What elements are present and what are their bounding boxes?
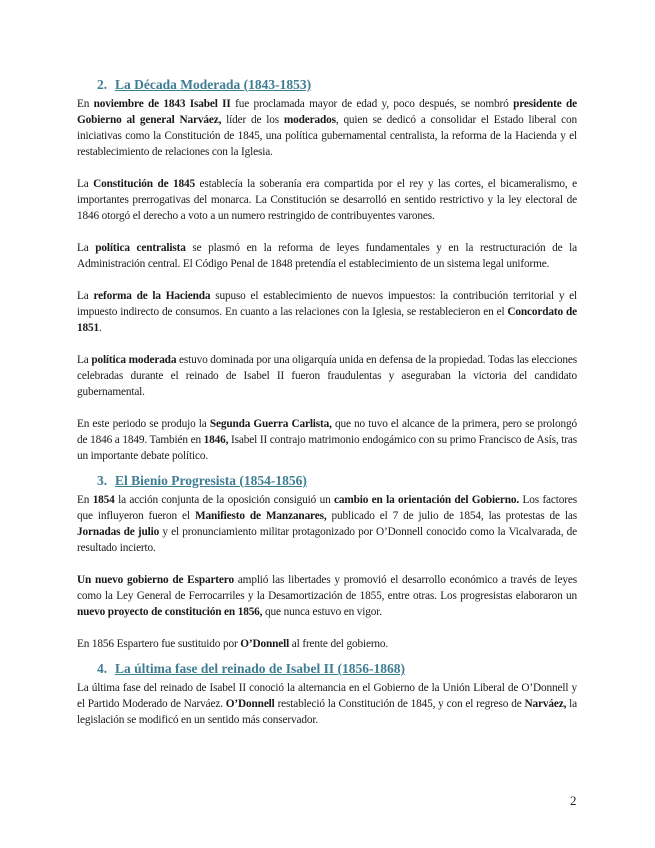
text-run: La (77, 290, 94, 302)
text-run: la legislación se modificó en un sentido más conservador. (77, 698, 578, 726)
bold-text: O’Donnell (240, 638, 290, 650)
text-run: La última fase del reinado de Isabel II conoció la alternancia en el Gobierno de la Unión Liberal de O’Donnell y el Partido Moderado de Narváez. (77, 682, 577, 710)
text-run: La (77, 354, 92, 366)
text-run: . (99, 322, 102, 334)
paragraph (77, 492, 577, 556)
text-run: En este periodo se produjo la (77, 418, 210, 430)
bold-text: 1846, (203, 434, 229, 446)
bold-text: O’Donnell (225, 698, 275, 710)
bold-text: nuevo proyecto de constitución en 1856, (77, 606, 263, 618)
paragraph (77, 352, 577, 400)
section-title: El Bienio Progresista (1854-1856) (115, 473, 307, 488)
bold-text: cambio en la orientación del Gobierno. (334, 494, 520, 506)
section-heading (77, 660, 577, 677)
paragraph (77, 288, 577, 336)
bold-text: Constitución de 1845 (93, 178, 195, 190)
text-run: fue proclamada mayor de edad y, poco después, se nombró (230, 98, 514, 110)
bold-text: política centralista (95, 242, 186, 254)
paragraph (77, 680, 577, 728)
text-run: En (77, 494, 93, 506)
section-number: 3. (97, 473, 108, 488)
paragraph (77, 572, 577, 620)
bold-text: reforma de la Hacienda (93, 290, 211, 302)
text-run: En 1856 Espartero fue sustituido por (77, 638, 241, 650)
text-run: se plasmó en la reforma de leyes fundamentales y en la restructuración de la Administración central. El Código Penal de 1848 pretendía el establecimiento de un sistema legal uniforme. (77, 242, 578, 270)
text-run: , quien se dedicó a consolidar el Estado liberal con iniciativas como la Constitución de 1845, una política gubernamental centralista, la reforma de la Hacienda y el restablecimiento de relaciones con la Iglesia. (77, 114, 578, 158)
text-run: amplió las libertades y promovió el desarrollo económico a través de leyes como la Ley General de Ferrocarriles y la Desamortización de 1855, entre otras. Los progresistas elaboraron un (77, 574, 577, 602)
section-number: 4. (97, 661, 108, 676)
text-run: líder de los (221, 114, 284, 126)
text-run: restableció la Constitución de 1845, y con el regreso de (274, 698, 525, 710)
bold-text: noviembre de 1843 Isabel II (93, 98, 231, 110)
bold-text: Concordato de 1851 (77, 306, 578, 334)
text-run: al frente del gobierno. (289, 638, 389, 650)
section-heading (77, 76, 577, 93)
text-run: En (77, 98, 94, 110)
paragraph (77, 240, 577, 272)
section-heading (77, 472, 577, 489)
bold-text: 1854 (92, 494, 115, 506)
text-run: Los factores que influyeron fueron el (77, 494, 577, 522)
bold-text: moderados (283, 114, 336, 126)
bold-text: Manifiesto de Manzanares, (194, 510, 327, 522)
text-run: publicado el 7 de julio de 1854, las protestas de las (326, 510, 577, 522)
text-run: la acción conjunta de la oposición consiguió un (114, 494, 335, 506)
document-body (77, 76, 577, 728)
bold-text: Un nuevo gobierno de Espartero (77, 574, 234, 586)
section-title: La Década Moderada (1843-1853) (115, 77, 312, 92)
page-number: 2 (570, 793, 577, 808)
paragraph (77, 176, 577, 224)
paragraph (77, 96, 577, 160)
paragraph (77, 636, 577, 652)
text-run: estuvo dominada por una oligarquía unida en defensa de la propiedad. Todas las elecciones celebradas durante el reinado de Isabel II fueron fraudulentas y aseguraban la victoria del candidato gubernamental. (77, 354, 578, 398)
text-run: Isabel II contrajo matrimonio endogámico con su primo Francisco de Asís, tras un importante debate político. (77, 434, 577, 462)
text-run: y el pronunciamiento militar protagonizado por O’Donnell conocido como la Vicalvarada, de resultado incierto. (77, 526, 577, 554)
text-run: que nunca estuvo en vigor. (262, 606, 382, 618)
text-run: supuso el establecimiento de nuevos impuestos: la contribución territorial y el impuesto indirecto de consumos. En cuanto a las relaciones con la Iglesia, se restablecieron en el (77, 290, 578, 318)
section-title: La última fase del reinado de Isabel II (1856-1868) (115, 661, 406, 676)
text-run: La (77, 178, 94, 190)
bold-text: presidente de Gobierno al general Narváez, (77, 98, 577, 126)
text-run: que no tuvo el alcance de la primera, pero se prolongó de 1846 a 1849. También en (77, 418, 577, 446)
bold-text: Segunda Guerra Carlista, (209, 418, 332, 430)
bold-text: Narváez, (524, 698, 567, 710)
bold-text: política moderada (91, 354, 177, 366)
text-run: La (77, 242, 96, 254)
text-run: establecía la soberanía era compartida por el rey y las cortes, el bicameralismo, e importantes prerrogativas del monarca. La Constitución se desarrolló en sentido restrictivo y la ley electoral de 1846 otorgó el derecho a voto a un numero restringido de contribuyentes varones. (77, 178, 577, 222)
paragraph (77, 416, 577, 464)
bold-text: Jornadas de julio (77, 526, 160, 538)
section-number: 2. (97, 77, 108, 92)
